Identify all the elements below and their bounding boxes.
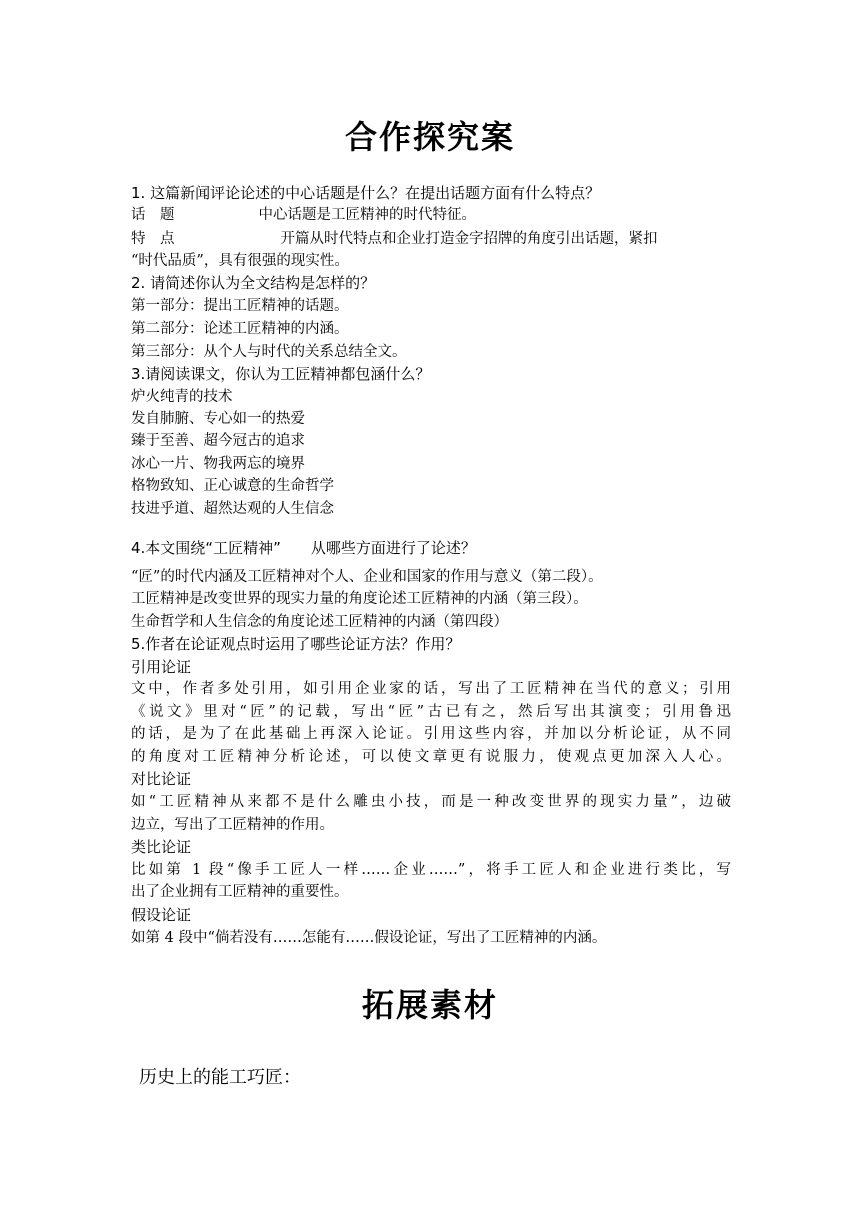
q1-topic-label: 话 题 [131,207,175,223]
method-analogy-line-1: 比如第 1 段“像手工匠人一样……企业……”，将手工匠人和企业进行类比，写 [131,862,731,878]
question-5: 5.作者在论证观点时运用了哪些论证方法？作用？ [131,635,461,653]
section-title-cooperative-inquiry: 合作探究案 [344,118,515,156]
method-contrast-line-2: 边立，写出了工匠精神的作用。 [131,817,334,833]
q2-part-3: 第三部分：从个人与时代的关系总结全文。 [131,344,407,360]
method-quotation-line-1: 文中，作者多处引用，如引用企业家的话，写出了工匠精神在当代的意义；引用 [131,681,731,697]
question-3: 3.请阅读课文，你认为工匠精神都包涵什么？ [131,365,431,383]
method-quotation-line-4: 的角度对工匠精神分析论述，可以使文章更有说服力，使观点更加深入人心。 [131,749,731,765]
q1-feature-answer-b: “时代品质”，具有很强的现实性。 [131,253,349,269]
method-contrast-line-1: 如“工匠精神从来都不是什么雕虫小技，而是一种改变世界的现实力量”，边破 [131,794,731,810]
method-analogy-label: 类比论证 [131,838,192,856]
material-subtitle: 历史上的能工巧匠： [139,1067,301,1088]
q4-item-2: 工匠精神是改变世界的现实力量的角度论述工匠精神的内涵（第三段）。 [131,591,588,607]
question-4 [131,538,476,558]
q3-item-3: 臻于至善、超今冠古的追求 [131,433,305,449]
q1-feature-label: 特 点 [131,231,175,247]
q3-item-1: 炉火纯青的技术 [131,389,233,405]
question-2: 2. 请简述你认为全文结构是怎样的？ [131,274,376,292]
q4-item-3: 生命哲学和人生信念的角度论述工匠精神的内涵（第四段） [131,614,508,630]
q3-item-6: 技进乎道、超然达观的人生信念 [131,501,334,517]
question-4-part-b: 从哪些方面进行了论述？ [310,539,476,557]
q1-feature-row [131,229,658,249]
q4-item-1: “匠”的时代内涵及工匠精神对个人、企业和国家的作用与意义（第二段）。 [131,569,603,585]
method-hypothesis-label: 假设论证 [131,906,192,924]
method-analogy-line-2: 出了企业拥有工匠精神的重要性。 [131,884,349,900]
q3-item-5: 格物致知、正心诚意的生命哲学 [131,478,334,494]
method-quotation-label: 引用论证 [131,658,192,676]
question-4-part-a: 4.本文围绕“工匠精神” [131,539,281,557]
q2-part-1: 第一部分：提出工匠精神的话题。 [131,298,349,314]
q3-item-2: 发自肺腑、专心如一的热爱 [131,411,305,427]
method-quotation-line-2: 《说文》里对“匠”的记载，写出“匠”古已有之，然后写出其演变；引用鲁迅 [131,704,731,720]
method-contrast-label: 对比论证 [131,770,192,788]
q1-feature-answer-a: 开篇从时代特点和企业打造金字招牌的角度引出话题，紧扣 [280,231,658,247]
q1-topic-row [131,205,476,225]
q1-topic-answer: 中心话题是工匠精神的时代特征。 [258,207,476,223]
method-quotation-line-3: 的话，是为了在此基础上再深入论证。引用这些内容，并加以分析论证，从不同 [131,726,731,742]
q3-item-4: 冰心一片、物我两忘的境界 [131,456,305,472]
q2-part-2: 第二部分：论述工匠精神的内涵。 [131,321,349,337]
section-title-extended-material: 拓展素材 [361,986,498,1024]
method-hypothesis-line-1: 如第 4 段中“倘若没有……怎能有……假设论证，写出了工匠精神的内涵。 [131,930,607,946]
question-1: 1. 这篇新闻评论论述的中心话题是什么？在提出话题方面有什么特点？ [131,184,601,202]
